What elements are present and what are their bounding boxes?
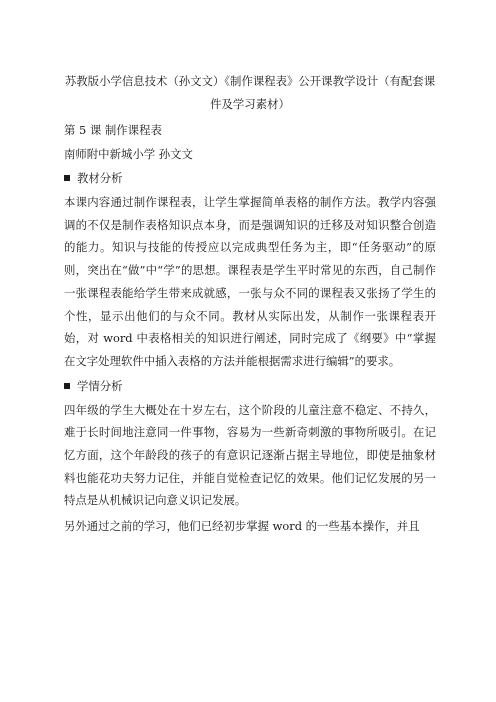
paragraph-student-analysis-continued: 另外通过之前的学习，他们已经初步掌握 word 的一些基本操作，并且 [64,519,420,534]
author-line: 南师附中新城小学 孙文文 [64,147,193,161]
paragraph-textbook-analysis: 本课内容通过制作课程表，让学生掌握简单表格的制作方法。教学内容强调的不仅是制作表格知识点本身，而是强调知识的迁移及对知识整合创造的能力。知识与技能的传授应以完成典型任务为主，即“任务驱动”的原则，突出在“做”中“学”的思想。课程表是学生平时常见的东西，自己制作一张课程表能给学生带来成就感，一张与众不同的课程表又张扬了学生的个性，显示出他们的与众不同。教材从实际出发，从制作一张课程表开始，对 word 中表格相关的知识进行阐述，同时完成了《纲要》中“掌握在文字处理软件中插入表格的方法并能根据需求进行编辑”的要求。 [64,195,436,368]
section-heading-label: 学情分析 [77,378,123,393]
square-bullet-icon [64,383,70,389]
document-title: 苏教版小学信息技术（孙文文）《制作课程表》公开课教学设计（有配套课件及学习素材） [64,74,436,111]
section-heading-student-analysis [64,375,436,398]
section-heading-textbook-analysis [64,167,436,190]
square-bullet-icon [64,175,70,181]
lesson-heading: 第 5 课 制作课程表 [64,123,162,137]
section-heading-label: 教材分析 [77,171,123,185]
document-body [64,70,436,538]
paragraph-student-analysis: 四年级的学生大概处在十岁左右，这个阶段的儿童注意不稳定、不持久，难于长时间地注意同一件事物，容易为一些新奇刺激的事物所吸引。在记忆方面，这个年龄段的孩子的有意识记逐渐占据主导地位，即使是抽象材料也能花功夫努力记住，并能自觉检查记忆的效果。他们记忆发展的另一特点是从机械识记向意义识记发展。 [64,402,436,508]
